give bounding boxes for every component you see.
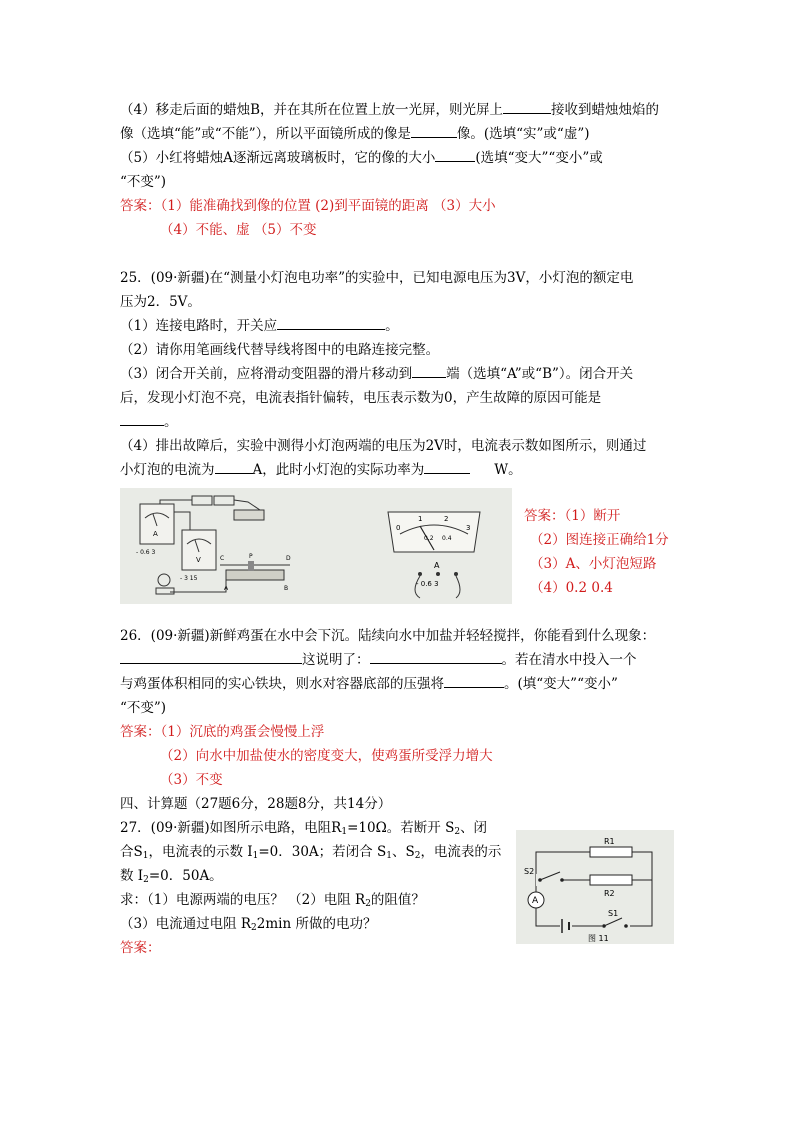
q27-circuit-figure xyxy=(516,830,674,944)
q27-question-line1: 求：（1）电源两端的电压？ （2）电阻 $R_2$的阻值？ xyxy=(120,892,425,909)
switch xyxy=(234,510,264,520)
q24-answer-line2: （4）不能、虚 （5）不变 xyxy=(160,222,317,238)
wire xyxy=(456,576,460,598)
r1-label: R1 xyxy=(604,837,615,846)
dial-face xyxy=(388,512,480,552)
answer-blank[interactable] xyxy=(435,148,475,162)
q25-answer-1: 答案：（1）断开 xyxy=(524,508,621,524)
dial-tick-1: 1 xyxy=(418,515,423,523)
q25-stem-line2: 压为2．5V。 xyxy=(120,294,201,310)
q26-answer-3: （3）不变 xyxy=(160,772,223,788)
outer-loop xyxy=(536,852,652,926)
q26-answer-2: （2）向水中加盐使水的密度变大，使鸡蛋所受浮力增大 xyxy=(160,748,493,764)
r2-label: R2 xyxy=(604,889,615,898)
s2-label: S2 xyxy=(524,867,535,876)
wire xyxy=(174,512,190,530)
battery-cell xyxy=(192,496,212,505)
dial-tick-04: 0.4 xyxy=(442,535,452,542)
resistor-r1 xyxy=(590,847,632,857)
rheostat-coil xyxy=(226,570,284,580)
dial-terminal xyxy=(436,572,440,576)
q27-stem-line3: 数 $I_2=0$．50A。 xyxy=(120,868,223,885)
q24-part5-line2: “不变”) xyxy=(120,174,167,190)
q25-part2: （2）请你用笔画线代替导线将图中的电路连接完整。 xyxy=(120,342,440,358)
voltmeter-terminals-label: - 3 15 xyxy=(180,575,198,582)
ammeter-terminals-label: - 0.6 3 xyxy=(136,549,156,556)
battery-cell xyxy=(214,496,234,505)
rheostat-d-label: D xyxy=(286,555,291,562)
q25-part3-line2: 后，发现小灯泡不亮，电流表指针偏转，电压表示数为0，产生故障的原因可能是 xyxy=(120,390,602,406)
answer-blank[interactable] xyxy=(120,412,164,426)
rheostat-p-label: P xyxy=(249,553,253,560)
q27-answer: 答案： xyxy=(120,940,161,956)
q25-part4-line2: 小灯泡的电流为 A，此时小灯泡的实际功率为 W。 xyxy=(120,462,522,478)
answer-blank[interactable] xyxy=(412,364,446,378)
rheostat-slider xyxy=(248,561,254,571)
voltmeter-body xyxy=(182,530,216,570)
q25-answer-3: （3）A、小灯泡短路 xyxy=(530,556,657,572)
q27-stem-line1: 27．(09·新疆)如图所示电路，电阻$R_1=10\Omega$。若断开 $S_2$、闭 xyxy=(120,820,488,837)
answer-blank[interactable] xyxy=(120,650,302,664)
rheostat-b-label: B xyxy=(284,585,289,592)
section-heading: 四、计算题（27题6分，28题8分，共14分） xyxy=(120,796,392,812)
dial-tick-3: 3 xyxy=(466,524,471,532)
lamp xyxy=(158,574,170,586)
q25-answer-2: （2）图连接正确给1分 xyxy=(530,532,669,548)
dial-terminal xyxy=(418,572,422,576)
q24-answer-line1: 答案：（1）能准确找到像的位置 (2)到平面镜的距离 （3）大小 xyxy=(120,198,496,214)
voltmeter-label: V xyxy=(196,556,201,564)
q27-stem-line2: 合$S_1$，电流表的示数 $I_1=0$．30A；若闭合 $S_1$、$S_2$，电流表的示 xyxy=(120,844,502,861)
rheostat-c-label: C xyxy=(220,555,225,562)
q25-circuit-figure xyxy=(120,488,512,604)
answer-blank[interactable] xyxy=(503,100,551,114)
answer-blank[interactable] xyxy=(370,650,502,664)
q26-stem-line1: 26．(09·新疆)新鲜鸡蛋在水中会下沉。陆续向水中加盐并轻轻搅拌，你能看到什么现象： xyxy=(120,628,656,644)
wire xyxy=(234,500,260,510)
wire xyxy=(160,500,192,504)
q25-part3-line1: （3）闭合开关前，应将滑动变阻器的滑片移动到 端（选填“A”或“B”）。闭合开关 xyxy=(120,366,634,382)
q25-answer-4: （4）0.2 0.4 xyxy=(530,580,613,596)
q26-stem-line3: 与鸡蛋体积相同的实心铁块，则水对容器底部的压强将 。(填“变大”“变小” xyxy=(120,676,618,692)
ammeter-body xyxy=(140,504,174,544)
answer-blank[interactable] xyxy=(277,316,385,330)
q25-part1: （1）连接电路时，开关应 。 xyxy=(120,318,399,334)
dial-terminal xyxy=(454,572,458,576)
wire xyxy=(170,580,226,592)
dial-tick-2: 2 xyxy=(444,515,449,523)
ammeter-label: A xyxy=(532,896,539,906)
q24-part5-line1: （5）小红将蜡烛A逐渐远离玻璃板时，它的像的大小 (选填“变大”“变小”或 xyxy=(120,150,603,166)
dial-tick-0: 0 xyxy=(396,524,401,532)
q25-part3-line3: 。 xyxy=(120,410,178,434)
q24-part4-line1: （4）移走后面的蜡烛B，并在其所在位置上放一光屏，则光屏上 接收到蜡烛烛焰的 xyxy=(120,102,660,118)
q27-question-line2: （3）电流通过电阻 $R_22\min$ 所做的电功？ xyxy=(120,916,377,933)
ammeter-label: A xyxy=(153,530,158,538)
dial-unit-label: A xyxy=(434,561,440,570)
resistor-r2 xyxy=(590,875,632,885)
lamp-holder xyxy=(156,588,174,594)
q26-stem-line2: 这说明了： 。若在清水中投入一个 xyxy=(120,648,637,672)
answer-blank[interactable] xyxy=(424,460,470,474)
dial-terminals-label: - 0.6 3 xyxy=(416,580,439,588)
q26-stem-line4: “不变”) xyxy=(120,700,167,716)
answer-blank[interactable] xyxy=(411,124,457,138)
s1-label: S1 xyxy=(608,909,619,918)
q24-part4-line2: 像（选填“能”或“不能”），所以平面镜所成的像是 像。(选填“实”或“虚”) xyxy=(120,126,590,142)
answer-blank[interactable] xyxy=(215,460,253,474)
rheostat-a-label: A xyxy=(224,585,229,592)
q25-part4-line1: （4）排出故障后，实验中测得小灯泡两端的电压为2V时，电流表示数如图所示，则通过 xyxy=(120,438,647,454)
dial-tick-02: 0.2 xyxy=(424,535,434,542)
answer-blank[interactable] xyxy=(444,674,504,688)
q26-answer-1: 答案：（1）沉底的鸡蛋会慢慢上浮 xyxy=(120,724,325,740)
q25-stem-line1: 25．(09·新疆)在“测量小灯泡电功率”的实验中，已知电源电压为3V，小灯泡的额定电 xyxy=(120,270,634,286)
switch-s1-contact xyxy=(624,924,628,928)
figure-caption: 图 11 xyxy=(588,934,609,943)
